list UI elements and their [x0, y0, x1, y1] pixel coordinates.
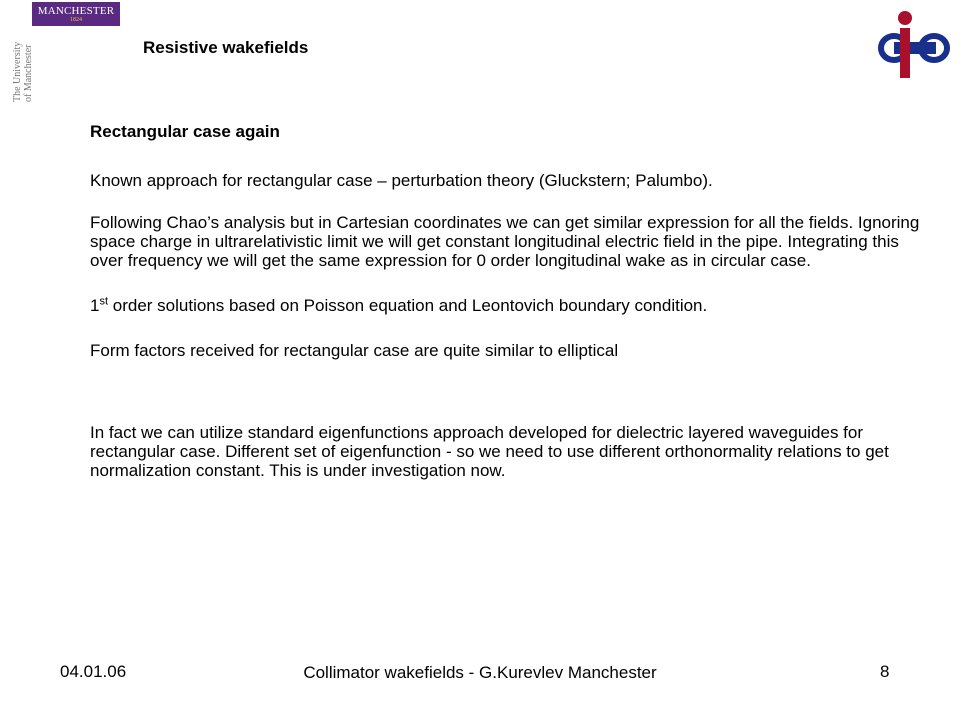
footer-center: Collimator wakefields - G.Kurevlev Manchester — [303, 663, 657, 682]
university-line-1: The University — [12, 41, 23, 102]
slide-title: Resistive wakefields — [143, 38, 309, 57]
paragraph-approach: Known approach for rectangular case – perturbation theory (Gluckstern; Palumbo). — [90, 171, 713, 190]
paragraph-chao-analysis: Following Chao’s analysis but in Cartesian coordinates we can get similar expression for all the fields. Ignoring space charge in ultrarelativistic limit we will get constant longitudinal electric field in the pipe. Integrating this over frequency we will get the same expression for 0 order longitudinal wake as in circular case. — [90, 213, 920, 270]
logo-dot — [898, 11, 912, 25]
paragraph-first-order — [90, 296, 920, 315]
first-order-number: 1 — [90, 296, 100, 315]
footer-page-number: 8 — [880, 662, 890, 681]
logo-year: 1824 — [70, 16, 82, 23]
content-heading: Rectangular case again — [90, 122, 280, 141]
slide-content — [90, 122, 920, 480]
i-p-logo-icon — [874, 8, 954, 80]
first-order-text: order solutions based on Poisson equation and Leontovich boundary condition. — [108, 296, 708, 315]
footer-date: 04.01.06 — [60, 662, 127, 681]
paragraph-eigenfunctions: In fact we can utilize standard eigenfunctions approach developed for dielectric layered waveguides for rectangular case. Different set of eigenfunction - so we need to use different orthonormality relations to get normalization constant. This is under investigation now. — [90, 423, 889, 480]
logo-stem — [900, 28, 910, 78]
logo-name: MANCHESTER — [37, 4, 115, 17]
paragraph-form-factors: Form factors received for rectangular case are quite similar to elliptical — [90, 341, 619, 360]
university-vertical-text — [12, 42, 34, 102]
first-order-sup: st — [99, 295, 109, 308]
university-logo — [32, 2, 120, 26]
university-line-2: of Manchester — [23, 44, 34, 102]
